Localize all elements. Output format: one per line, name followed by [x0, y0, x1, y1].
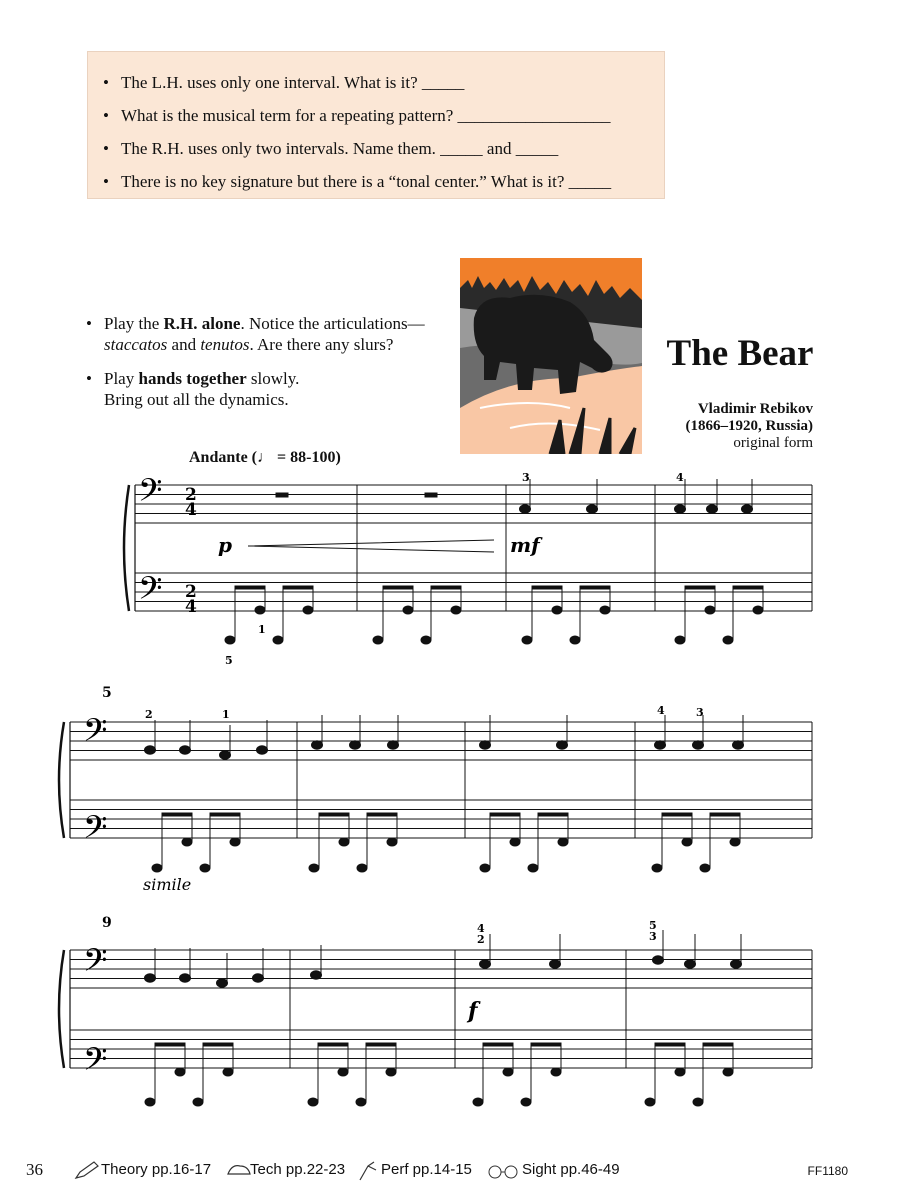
dynamic-f: f	[468, 998, 478, 1024]
dynamic-mf: mf	[510, 533, 540, 557]
note-beam	[319, 813, 349, 816]
note-head	[587, 505, 598, 513]
note-head	[693, 1098, 703, 1106]
note-head	[255, 606, 265, 614]
tempo-marking: Andante (♩ = 88-100)	[189, 449, 341, 466]
note-head	[753, 606, 763, 614]
note-head	[421, 636, 431, 644]
note-beam	[483, 1043, 513, 1046]
note-head	[731, 960, 742, 968]
note-head	[520, 505, 531, 513]
note-head	[723, 1068, 733, 1076]
note-head	[655, 741, 666, 749]
note-head	[180, 974, 191, 982]
note-head	[303, 606, 313, 614]
note-head	[451, 606, 461, 614]
fingering: 4	[657, 704, 665, 717]
note-head	[685, 960, 696, 968]
note-beam	[431, 586, 461, 589]
note-head	[357, 864, 367, 872]
note-head	[600, 606, 610, 614]
instruction-item: • Play hands together slowly. Bring out all the dynamics.	[86, 369, 300, 409]
bass-clef: 𝄢	[83, 942, 108, 986]
instruction-italic: tenutos	[200, 335, 250, 354]
question-item: • The L.H. uses only one interval. What is it? _____	[121, 66, 664, 99]
note-beam	[580, 586, 610, 589]
composer-dates: (1866–1920, Russia)	[685, 418, 813, 434]
question-item: • There is no key signature but there is a “tonal center.” What is it? _____	[121, 165, 664, 198]
note-beam	[210, 813, 240, 816]
note-head	[308, 1098, 318, 1106]
tech-ref: Tech pp.22-23	[250, 1161, 346, 1178]
page-footer	[0, 1158, 900, 1188]
note-beam	[366, 1043, 396, 1046]
instruction-bold: hands together	[138, 369, 247, 388]
fingering: 1	[222, 708, 230, 721]
note-beam	[155, 1043, 185, 1046]
note-head	[225, 636, 235, 644]
note-beam	[162, 813, 192, 816]
note-head	[510, 838, 520, 846]
whole-rest	[425, 493, 437, 497]
note-head	[200, 864, 210, 872]
brace	[124, 485, 129, 611]
note-head	[223, 1068, 233, 1076]
note-head	[145, 1098, 155, 1106]
note-beam	[655, 1043, 685, 1046]
note-head	[230, 838, 240, 846]
decrescendo-hairpin	[248, 540, 494, 552]
composer-name: Vladimir Rebikov	[697, 401, 813, 417]
note-head	[220, 751, 231, 759]
theory-ref: Theory pp.16-17	[101, 1161, 212, 1178]
note-head	[550, 960, 561, 968]
note-head	[705, 606, 715, 614]
note-beam	[383, 586, 413, 589]
note-head	[145, 746, 156, 754]
note-head	[182, 838, 192, 846]
performer-icon	[356, 1160, 380, 1182]
note-head	[338, 1068, 348, 1076]
staff-lines	[59, 485, 812, 1068]
note-beam	[538, 813, 568, 816]
question-item: • The R.H. uses only two intervals. Name them. _____ and _____	[121, 132, 664, 165]
note-head	[675, 1068, 685, 1076]
note-head	[522, 636, 532, 644]
fingering: 4	[477, 922, 485, 935]
note-beam	[318, 1043, 348, 1046]
note-head	[387, 838, 397, 846]
note-head	[311, 971, 322, 979]
note-head	[707, 505, 718, 513]
note-head	[339, 838, 349, 846]
fingering: 3	[522, 471, 530, 484]
fingering: 2	[145, 708, 153, 721]
note-head	[473, 1098, 483, 1106]
perf-ref: Perf pp.14-15	[381, 1161, 472, 1178]
time-sig-bottom: 4	[185, 597, 197, 617]
instruction-text: and	[167, 335, 201, 354]
note-beam	[367, 813, 397, 816]
note-beam	[203, 1043, 233, 1046]
note-head	[152, 864, 162, 872]
instruction-text: . Notice the articulations—	[240, 314, 425, 333]
note-head	[309, 864, 319, 872]
note-head	[373, 636, 383, 644]
catalog-code: FF1180	[807, 1164, 848, 1178]
time-sig-top: 2	[185, 485, 197, 505]
note-head	[733, 741, 744, 749]
note-head	[503, 1068, 513, 1076]
brace	[59, 950, 64, 1068]
instruction-text: . Are there any slurs?	[249, 335, 394, 354]
instruction-text: slowly.	[246, 369, 300, 388]
note-head	[570, 636, 580, 644]
note-head	[273, 636, 283, 644]
note-head	[180, 746, 191, 754]
note-head	[742, 505, 753, 513]
instruction-item: • Play the R.H. alone. Notice the articulations— staccatos and tenutos. Are there any slurs?	[86, 314, 425, 354]
dynamic-p: p	[218, 533, 232, 557]
note-head	[528, 864, 538, 872]
instruction-text: Play	[104, 369, 139, 388]
bass-clef: 𝄢	[138, 570, 163, 614]
note-head	[653, 956, 664, 964]
note-head	[723, 636, 733, 644]
note-head	[253, 974, 264, 982]
note-beam	[531, 1043, 561, 1046]
bass-clef: 𝄢	[138, 472, 163, 516]
note-head	[145, 974, 156, 982]
note-head	[403, 606, 413, 614]
note-head	[551, 1068, 561, 1076]
note-beam	[685, 586, 715, 589]
note-head	[730, 838, 740, 846]
note-beam	[733, 586, 763, 589]
note-head	[700, 864, 710, 872]
page-number: 36	[26, 1160, 43, 1179]
glasses-icon	[486, 1160, 520, 1180]
time-sig-bottom: 4	[185, 500, 197, 520]
note-head	[521, 1098, 531, 1106]
sight-ref: Sight pp.46-49	[522, 1161, 620, 1178]
bass-clef: 𝄢	[83, 1041, 108, 1085]
note-beam	[283, 586, 313, 589]
note-head	[356, 1098, 366, 1106]
fingering: 1	[258, 623, 266, 636]
note-head	[257, 746, 268, 754]
bass-clef: 𝄢	[83, 809, 108, 853]
note-head	[552, 606, 562, 614]
note-beam	[703, 1043, 733, 1046]
note-beam	[662, 813, 692, 816]
measure-number: 5	[102, 685, 112, 701]
time-sig-top: 2	[185, 582, 197, 602]
note-head	[558, 838, 568, 846]
note-head	[675, 505, 686, 513]
note-head	[388, 741, 399, 749]
note-beam	[235, 586, 265, 589]
note-head	[312, 741, 323, 749]
instruction-bold: R.H. alone	[163, 314, 241, 333]
brace	[59, 722, 64, 838]
note-beam	[710, 813, 740, 816]
piece-title: The Bear	[666, 333, 814, 374]
note-head	[175, 1068, 185, 1076]
note-head	[675, 636, 685, 644]
note-head	[480, 864, 490, 872]
fingering: 3	[696, 706, 704, 719]
note-head	[652, 864, 662, 872]
note-head	[193, 1098, 203, 1106]
whole-rest	[276, 493, 288, 497]
pencil-icon	[74, 1160, 100, 1180]
note-head	[682, 838, 692, 846]
fingering: 5	[649, 919, 657, 932]
fingering: 3	[649, 930, 657, 943]
note-head	[350, 741, 361, 749]
fingering: 2	[477, 933, 485, 946]
note-head	[217, 979, 228, 987]
measure-number: 9	[102, 915, 112, 931]
note-head	[386, 1068, 396, 1076]
note-beam	[490, 813, 520, 816]
note-head	[480, 960, 491, 968]
question-item: • What is the musical term for a repeating pattern? __________________	[121, 99, 664, 132]
instruction-text: Play the	[104, 314, 164, 333]
form-note: original form	[733, 435, 813, 451]
bass-clef: 𝄢	[83, 712, 108, 756]
simile-marking: simile	[143, 875, 192, 894]
hand-icon	[226, 1160, 252, 1180]
fingering: 4	[676, 471, 684, 484]
note-beam	[532, 586, 562, 589]
fingering: 5	[225, 654, 233, 667]
note-head	[480, 741, 491, 749]
instruction-text: Bring out all the dynamics.	[104, 390, 289, 409]
note-head	[693, 741, 704, 749]
note-head	[557, 741, 568, 749]
instruction-italic: staccatos	[104, 335, 168, 354]
note-head	[645, 1098, 655, 1106]
